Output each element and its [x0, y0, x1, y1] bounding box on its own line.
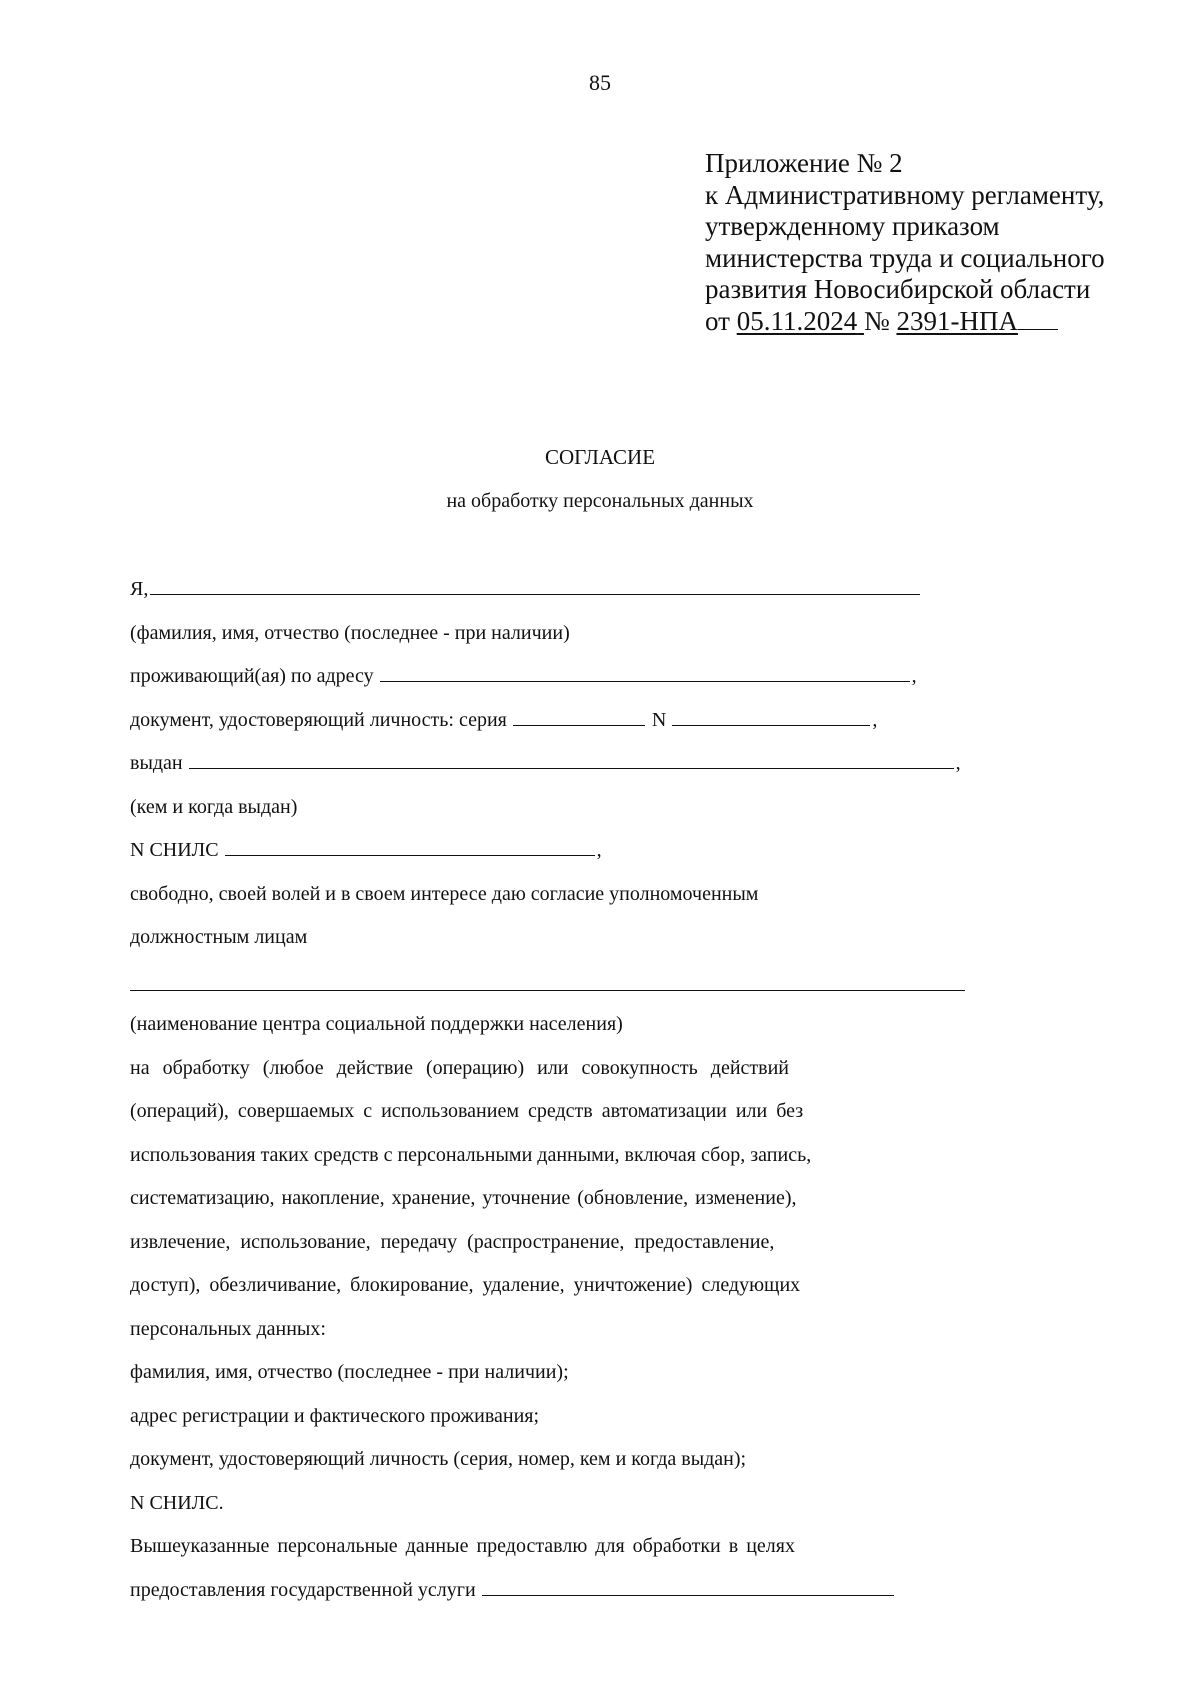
snils-blank[interactable]: [225, 833, 595, 856]
data-list-item: документ, удостоверяющий личность (серия, номер, кем и когда выдан);: [130, 1448, 747, 1470]
center-name-row: [130, 960, 990, 1004]
center-name-hint: (наименование центра социальной поддержки населения): [130, 1013, 623, 1035]
document-title: СОГЛАСИЕ: [544, 445, 656, 469]
purpose-line: Вышеуказанные персональные данные предоставлю для обработки в целях: [130, 1535, 795, 1557]
consent-line: свободно, своей волей и в своем интересе даю согласие уполномоченным: [130, 882, 759, 905]
processing-line: персональных данных:: [130, 1317, 326, 1340]
doc-series-blank[interactable]: [513, 703, 645, 726]
issued-blank[interactable]: [189, 746, 954, 769]
consent-line: должностным лицам: [130, 926, 308, 948]
purpose-row: [130, 1569, 990, 1613]
issued-label: выдан: [130, 752, 183, 774]
appendix-line: к Административному регламенту,: [705, 179, 1105, 210]
address-blank[interactable]: [380, 659, 910, 682]
service-blank[interactable]: [482, 1573, 894, 1596]
order-date: 05.11.2024: [736, 305, 858, 336]
issued-row: выдан ,: [130, 742, 990, 786]
data-list-item: фамилия, имя, отчество (последнее - при наличии);: [130, 1361, 569, 1383]
processing-line: доступ), обезличивание, блокирование, удаление, уничтожение) следующих: [130, 1274, 801, 1296]
appendix-line: развития Новосибирской области: [705, 274, 1091, 304]
document-subtitle: на обработку персональных данных: [446, 490, 754, 512]
data-list-item: адрес регистрации и фактического проживания;: [130, 1404, 540, 1427]
appendix-line: утвержденному приказом: [705, 211, 1000, 241]
processing-line: извлечение, использование, передачу (распространение, предоставление,: [130, 1230, 775, 1253]
processing-line: на обработку (любое действие (операцию) или совокупность действий: [130, 1056, 789, 1079]
snils-row: N СНИЛС ,: [130, 829, 990, 873]
appendix-line: Приложение № 2: [705, 148, 903, 178]
processing-line: (операций), совершаемых с использованием средств автоматизации или без: [130, 1100, 804, 1122]
doc-number-label: N: [651, 708, 667, 731]
center-name-blank[interactable]: [130, 990, 965, 991]
appendix-line: министерства труда и социального: [705, 242, 1105, 273]
order-number: 2391-НПА: [896, 305, 1018, 336]
issued-hint: (кем и когда выдан): [130, 795, 298, 818]
order-gap: [857, 306, 864, 336]
order-number-blank: [1018, 307, 1058, 330]
address-label: проживающий(ая) по адресу: [130, 665, 374, 687]
i-label: Я,: [130, 578, 149, 600]
from-label: от: [705, 305, 730, 336]
address-row: проживающий(ая) по адресу ,: [130, 655, 990, 699]
id-document-row: документ, удостоверяющий личность: серия N ,: [130, 699, 990, 743]
doc-number-blank[interactable]: [672, 703, 870, 726]
fio-hint: (фамилия, имя, отчество (последнее - при наличии): [130, 621, 570, 644]
snils-label: N СНИЛС: [130, 839, 219, 861]
consent-form: [130, 568, 990, 1612]
fio-blank[interactable]: [150, 572, 920, 595]
purpose-label: предоставления государственной услуги: [130, 1578, 476, 1601]
processing-line: использования таких средств с персональными данными, включая сбор, запись,: [130, 1143, 812, 1166]
number-sign: №: [863, 305, 890, 336]
doc-series-label: документ, удостоверяющий личность: серия: [130, 708, 507, 731]
fio-row: [130, 568, 990, 612]
processing-line: систематизацию, накопление, хранение, уточнение (обновление, изменение),: [130, 1187, 797, 1209]
appendix-order-ref: [705, 306, 1175, 338]
data-list-item: N СНИЛС.: [130, 1491, 224, 1514]
page-number: 85: [589, 70, 611, 95]
appendix-header: [705, 148, 1175, 337]
